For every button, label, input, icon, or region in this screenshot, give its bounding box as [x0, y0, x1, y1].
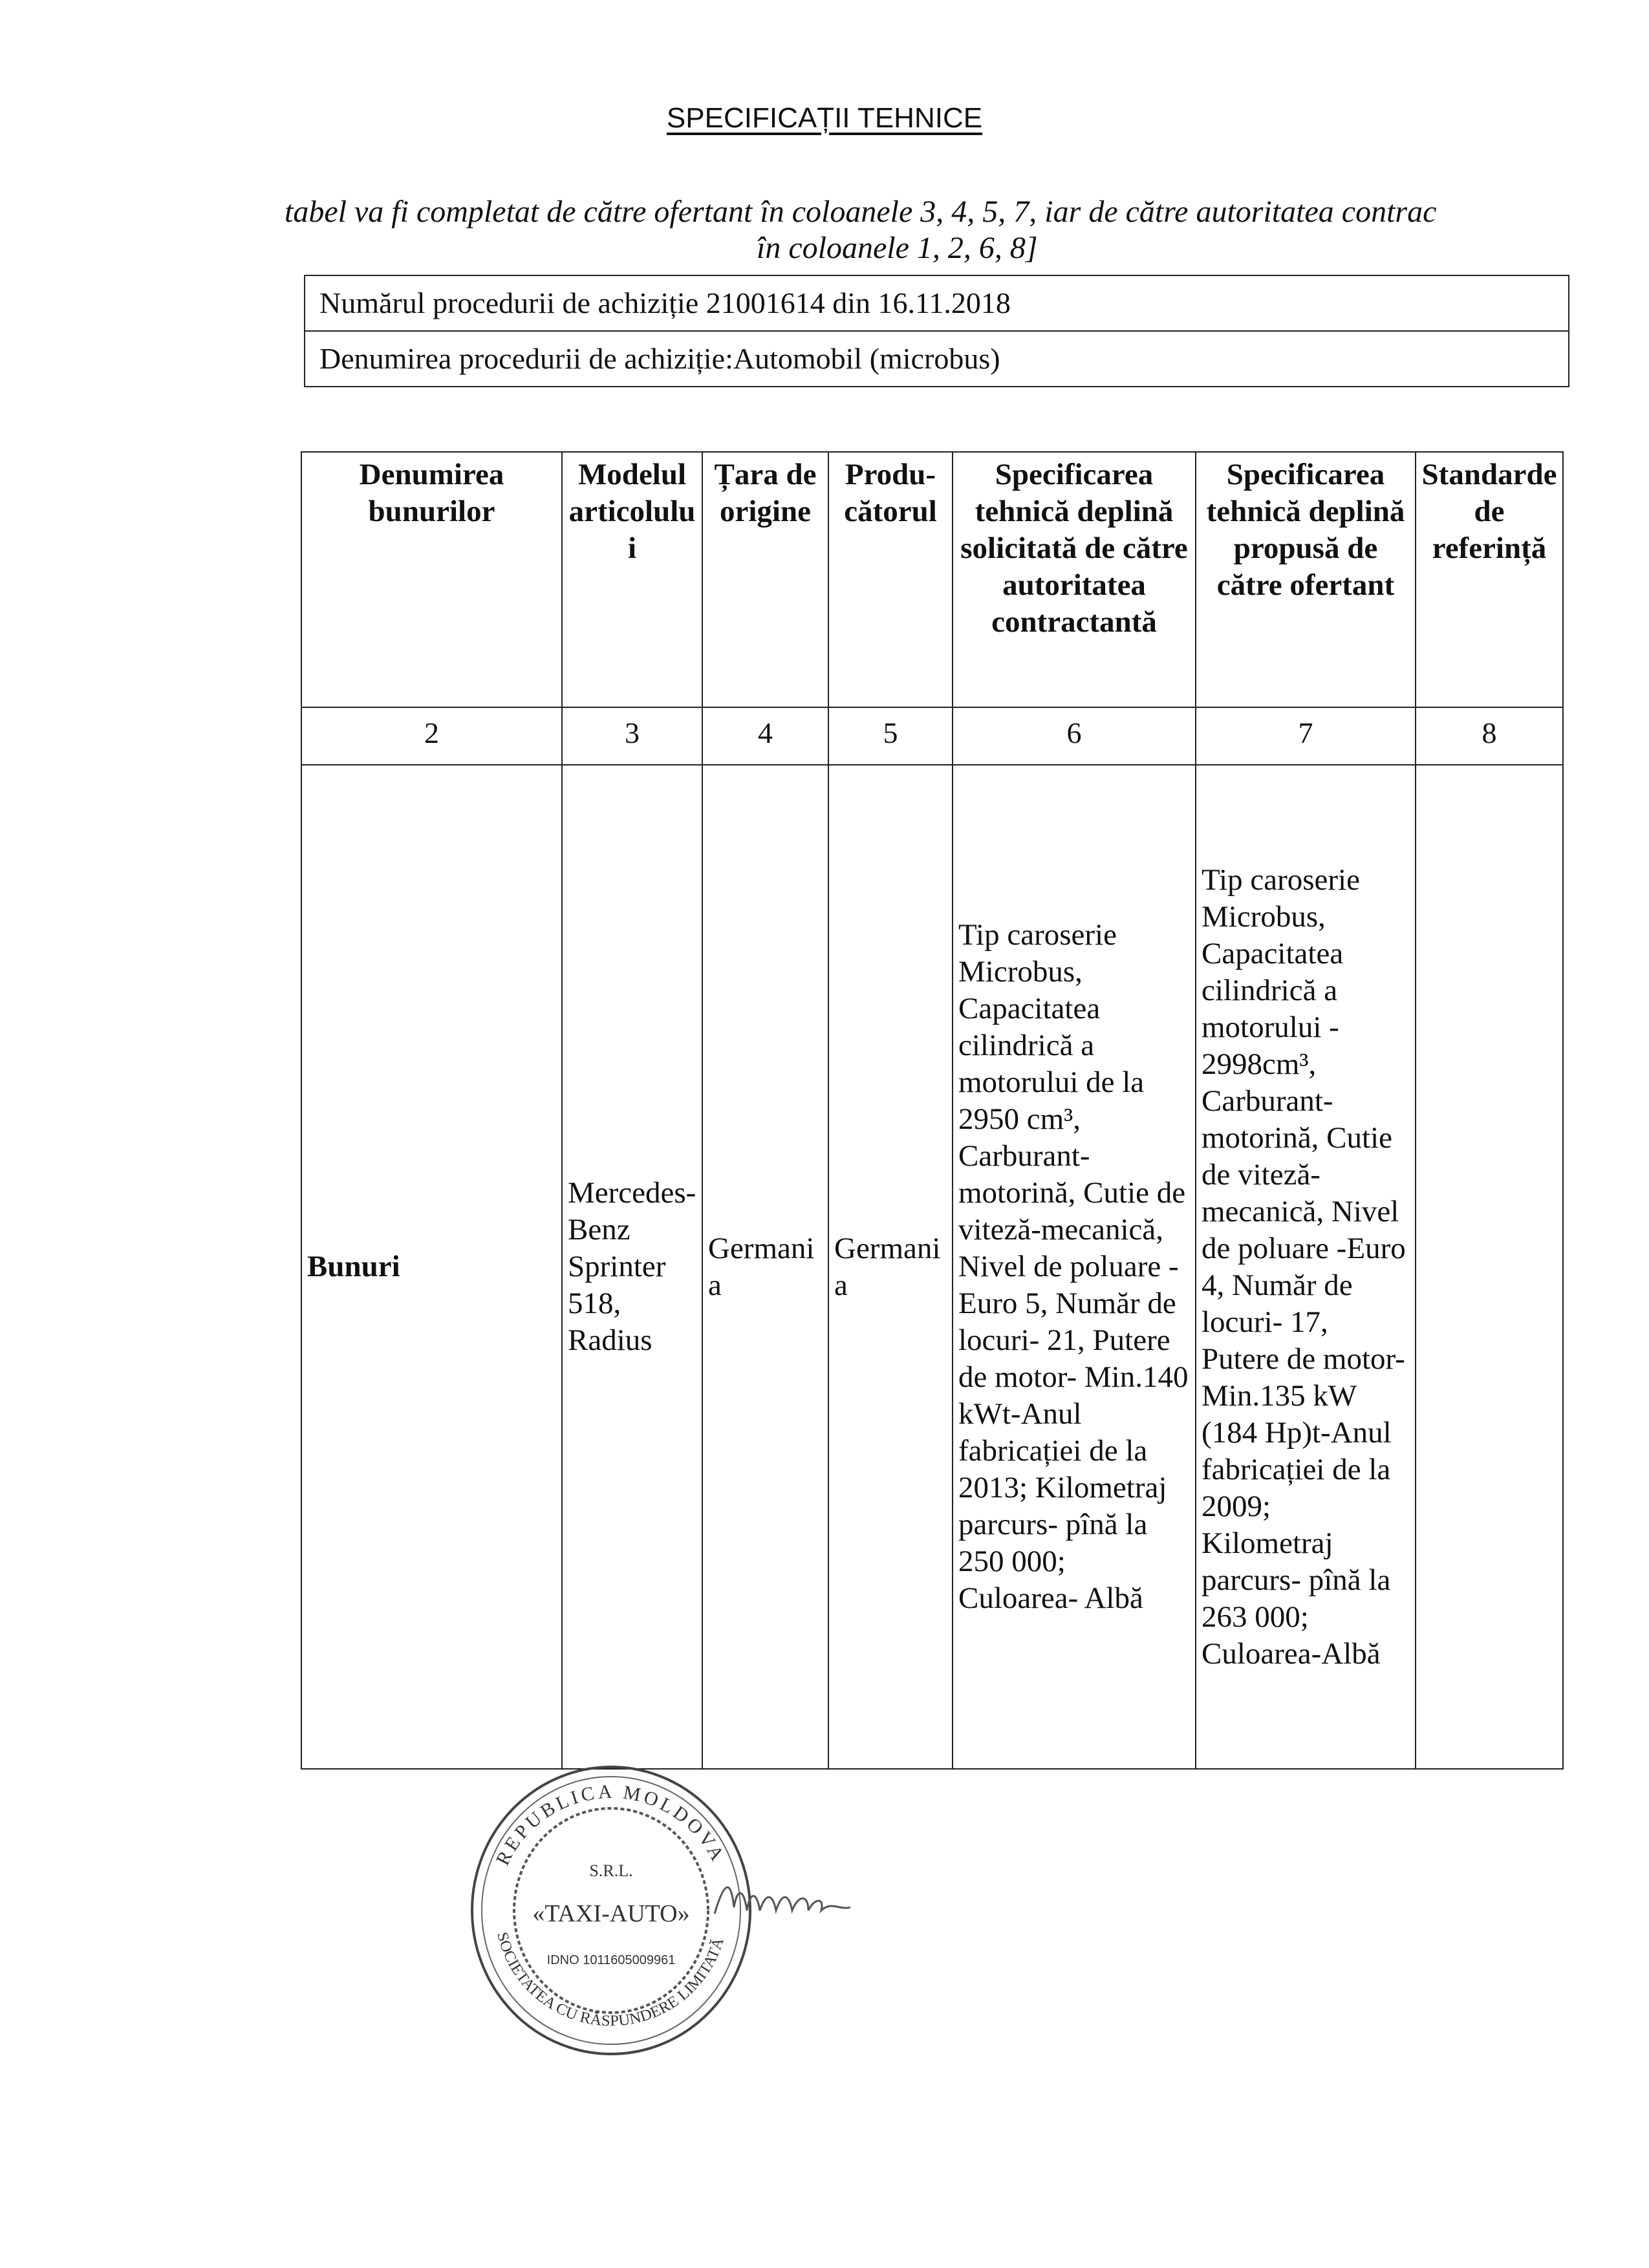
stamp-type: S.R.L. — [589, 1861, 633, 1880]
cell-standard — [1416, 765, 1563, 1769]
table-row — [301, 765, 1563, 1769]
column-number: 5 — [828, 707, 953, 765]
cell-producer: Germania — [828, 765, 953, 1769]
procedure-name: Denumirea procedurii de achiziție:Automobil (microbus) — [305, 330, 1568, 386]
table-header-row — [301, 452, 1563, 707]
specifications-table — [301, 451, 1564, 1770]
column-number-row — [301, 707, 1563, 765]
column-number: 4 — [702, 707, 828, 765]
stamp-lower-text: SOCIETATEA CU RĂSPUNDERE LIMITATĂ — [493, 1930, 727, 2030]
title-text: SPECIFICAȚII TEHNICE — [666, 102, 983, 134]
intro-line-2: în coloanele 1, 2, 6, 8] — [757, 231, 1038, 265]
stamp-outer-text: REPUBLICA MOLDOVA — [491, 1781, 728, 1869]
stamp-idno: IDNO 1011605009961 — [546, 1953, 676, 1967]
cell-goods-name: Bunuri — [301, 765, 562, 1769]
cell-spec-offered: Tip caroserie Microbus, Capacitatea cilindrică a motorului - 2998cm³, Carburant-motorină, Cutie de viteză-mecanică, Nivel de poluare -Euro 4, Număr de locuri- 17, Putere de motor- Min.135 kW (184 Hp)t-Anul fabricației de la 2009; Kilometraj parcurs- pînă la 263 000; Culoarea-Albă — [1196, 765, 1416, 1769]
procedure-info-box — [304, 275, 1569, 387]
signature — [711, 1875, 905, 1927]
column-number: 2 — [301, 707, 562, 765]
cell-country: Germania — [702, 765, 828, 1769]
stamp-company: «TAXI-AUTO» — [532, 1900, 690, 1927]
header-spec-required: Specificarea tehnică deplină solicitată de către autoritatea contractantă — [953, 452, 1196, 707]
cell-model: Mercedes-Benz Sprinter 518, Radius — [562, 765, 702, 1769]
header-country: Țara de origine — [702, 452, 828, 707]
column-number: 7 — [1196, 707, 1416, 765]
intro-line-1: tabel va fi completat de către ofertant în coloanele 3, 4, 5, 7, iar de către autoritatea contrac — [285, 195, 1437, 229]
procedure-number: Numărul procedurii de achiziție 21001614 din 16.11.2018 — [319, 286, 1011, 319]
cell-spec-required: Tip caroserie Microbus, Capacitatea cilindrică a motorului de la 2950 cm³, Carburant-motorină, Cutie de viteză-mecanică, Nivel de poluare - Euro 5, Număr de locuri- 21, Putere de motor- Min.140 kWt-Anul fabricației de la 2013; Kilometraj parcurs- pînă la 250 000; Culoarea- Albă — [953, 765, 1196, 1769]
header-spec-offered: Specificarea tehnică deplină propusă de către ofertant — [1196, 452, 1416, 707]
document-title — [0, 102, 1649, 134]
header-goods-name: Denumirea bunurilor — [301, 452, 562, 707]
header-standard: Standarde de referință — [1416, 452, 1563, 707]
header-producer: Produ-cătorul — [828, 452, 953, 707]
header-model: Modelul articolului — [562, 452, 702, 707]
column-number: 3 — [562, 707, 702, 765]
column-number: 6 — [953, 707, 1196, 765]
column-number: 8 — [1416, 707, 1563, 765]
